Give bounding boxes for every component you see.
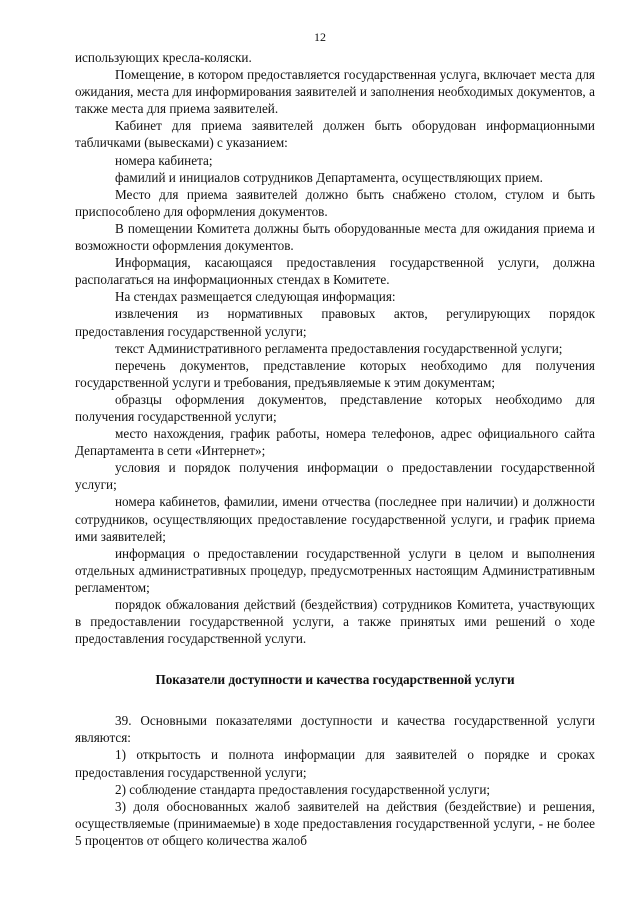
page-number: 12 xyxy=(314,30,326,44)
paragraph: Информация, касающаяся предоставления государственной услуги, должна располагаться на информационных стендах в Комитете. xyxy=(75,255,595,288)
paragraph: Кабинет для приема заявителей должен быть оборудован информационными табличками (вывесками) с указанием: xyxy=(75,118,595,151)
paragraph: образцы оформления документов, представление которых необходимо для получения государственной услуги; xyxy=(75,391,595,424)
paragraph: 1) открытость и полнота информации для заявителей о порядке и сроках предоставления государственной услуги; xyxy=(75,747,595,780)
paragraph: номера кабинетов, фамилии, имени отчества (последнее при наличии) и должности сотрудников, осуществляющих предоставление государственной услуги, и график приема ими заявителей; xyxy=(75,494,595,544)
paragraph: извлечения из нормативных правовых актов, регулирующих порядок предоставления государственной услуги; xyxy=(75,306,595,339)
paragraph: порядок обжалования действий (бездействия) сотрудников Комитета, участвующих в предоставлении государственной услуги, а также принятых ими решений о ходе предоставления государственной услуги. xyxy=(75,597,595,647)
paragraph: фамилий и инициалов сотрудников Департамента, осуществляющих прием. xyxy=(115,169,543,185)
paragraph: номера кабинета; xyxy=(115,152,213,168)
paragraph: 39. Основными показателями доступности и качества государственной услуги являются: xyxy=(75,713,595,746)
paragraph: 3) доля обоснованных жалоб заявителей на действия (бездействие) и решения, осуществляемые (принимаемые) в ходе предоставления государственной услуги, - не более 5 процентов от общего количества жалоб xyxy=(75,798,595,848)
paragraph: На стендах размещается следующая информация: xyxy=(115,289,396,305)
paragraph: Помещение, в котором предоставляется государственная услуга, включает места для ожидания, места для информирования заявителей и заполнения необходимых документов, а также места для приема заявителей. xyxy=(75,67,595,117)
paragraph: 2) соблюдение стандарта предоставления государственной услуги; xyxy=(115,781,491,797)
paragraph: перечень документов, представление которых необходимо для получения государственной услуги и требования, предъявляемые к этим документам; xyxy=(75,357,595,390)
paragraph: место нахождения, график работы, номера телефонов, адрес официального сайта Департамента в сети «Интернет»; xyxy=(75,426,595,459)
paragraph: В помещении Комитета должны быть оборудованные места для ожидания приема и возможности оформления документов. xyxy=(75,220,595,254)
document-body xyxy=(75,49,595,849)
paragraph: Место для приема заявителей должно быть снабжено столом, стулом и быть приспособлено для оформления документов. xyxy=(75,186,595,219)
paragraph: использующих кресла-коляски. xyxy=(75,50,252,65)
paragraph: текст Административного регламента предоставления государственной услуги; xyxy=(115,340,563,356)
paragraph: информация о предоставлении государственной услуги в целом и выполнения отдельных административных процедур, предусмотренных настоящим Административным регламентом; xyxy=(75,545,595,595)
section-heading: Показатели доступности и качества государственной услуги xyxy=(155,672,515,688)
paragraph: условия и порядок получения информации о предоставлении государственной услуги; xyxy=(75,460,595,493)
